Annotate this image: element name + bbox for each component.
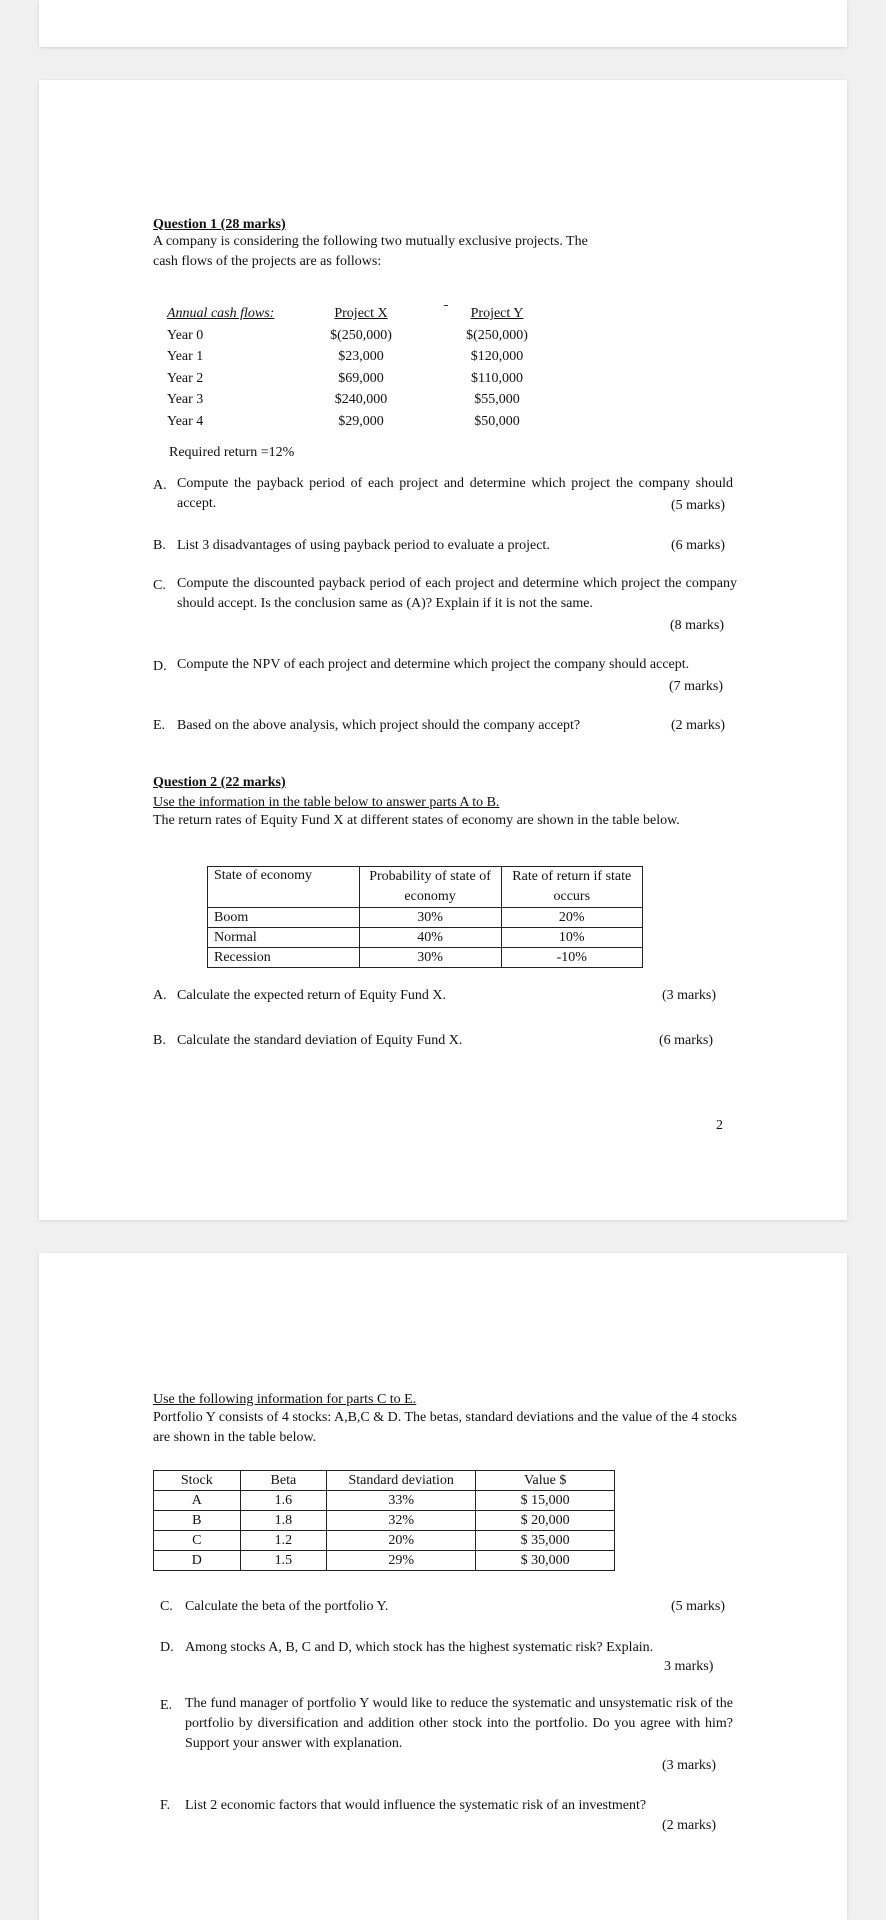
table-header-cell: Beta (240, 1471, 327, 1491)
p3-part-marks: (3 marks) (662, 1758, 717, 1773)
portfolio-table (153, 1470, 615, 1571)
table-cell: $ 35,000 (476, 1531, 615, 1551)
project-x-value: $23,000 (338, 349, 384, 364)
q2-instruction: Use the information in the table below to answer parts A to B. (153, 795, 500, 810)
q1-part-marks: (6 marks) (671, 538, 726, 553)
q1-part-letter: B. (153, 538, 166, 553)
p3-part-letter: F. (160, 1798, 171, 1813)
page-number: 2 (716, 1118, 723, 1133)
table-cell: 32% (327, 1511, 476, 1531)
q1-part-letter: D. (153, 659, 167, 674)
p3-part-marks: (2 marks) (662, 1818, 717, 1833)
q2-intro: The return rates of Equity Fund X at different states of economy are shown in the table below. (153, 813, 680, 828)
table-row (154, 1531, 615, 1551)
p3-part-text: The fund manager of portfolio Y would like to reduce the systematic and unsystematic risk of the portfolio by diversification and addition other stock into the portfolio. Do you agree with him? Support your answer with explanation. (185, 1696, 733, 1751)
table-cell: 1.5 (240, 1551, 327, 1571)
table-cell: 20% (501, 908, 642, 928)
table-header-row (208, 867, 643, 908)
table-cell: -10% (501, 948, 642, 968)
project-y-value: $120,000 (470, 349, 524, 364)
p3-part-text: List 2 economic factors that would influence the systematic risk of an investment? (185, 1798, 647, 1813)
table-row (208, 948, 643, 968)
project-y-column (437, 303, 557, 432)
table-header-row (154, 1471, 615, 1491)
table-cell: 10% (501, 928, 642, 948)
table-row (154, 1491, 615, 1511)
cashflow-label-header: Annual cash flows: (167, 306, 275, 321)
p3-part-text: Among stocks A, B, C and D, which stock has the highest systematic risk? Explain. (185, 1640, 654, 1655)
project-y-value: $50,000 (474, 413, 520, 429)
table-cell: Boom (208, 908, 360, 928)
p3-part-text: Calculate the beta of the portfolio Y. (185, 1599, 389, 1614)
table-cell: 1.2 (240, 1531, 327, 1551)
table-cell: 20% (327, 1531, 476, 1551)
project-y-value: $55,000 (474, 392, 520, 407)
p3-part-letter: C. (160, 1599, 173, 1614)
p3-part-letter: E. (160, 1698, 173, 1713)
table-cell: 30% (359, 948, 501, 968)
q2-part-marks: (6 marks) (659, 1033, 714, 1048)
cashflow-year-label: Year 4 (167, 413, 204, 429)
cashflow-year-label: Year 3 (167, 392, 204, 407)
q1-part-marks: (8 marks) (670, 618, 725, 633)
cashflow-label-column (167, 303, 307, 432)
q2-part-text: Calculate the standard deviation of Equity Fund X. (177, 1033, 463, 1048)
q1-part-marks: (5 marks) (671, 498, 726, 513)
table-cell: 30% (359, 908, 501, 928)
table-cell: 29% (327, 1551, 476, 1571)
table-cell: Normal (208, 928, 360, 948)
q2-part-letter: A. (153, 988, 167, 1003)
table-cell: $ 15,000 (476, 1491, 615, 1511)
q1-part-text: Based on the above analysis, which project should the company accept? (177, 718, 581, 733)
q1-part-text: Compute the NPV of each project and determine which project the company should accept. (177, 657, 690, 672)
table-row (154, 1551, 615, 1571)
project-x-value: $69,000 (338, 370, 384, 386)
project-x-value: $240,000 (334, 392, 388, 407)
table-row (208, 928, 643, 948)
table-cell: 1.8 (240, 1511, 327, 1531)
p3-part-marks: (5 marks) (671, 1599, 726, 1614)
q1-part-letter: E. (153, 718, 166, 733)
q2-part-text: Calculate the expected return of Equity Fund X. (177, 988, 447, 1003)
document-page-3 (39, 1253, 847, 1920)
q2-part-letter: B. (153, 1033, 166, 1048)
table-row (154, 1511, 615, 1531)
q1-part-marks: (2 marks) (671, 718, 726, 733)
project-x-column (301, 303, 421, 432)
table-cell: $ 30,000 (476, 1551, 615, 1571)
document-page-2 (39, 80, 847, 1220)
q1-part-letter: C. (153, 578, 166, 593)
q1-part-text: List 3 disadvantages of using payback period to evaluate a project. (177, 538, 550, 553)
table-cell: C (154, 1531, 241, 1551)
economy-state-table (207, 866, 643, 968)
table-row (208, 908, 643, 928)
project-y-value: $(250,000) (466, 327, 528, 343)
table-cell: $ 20,000 (476, 1511, 615, 1531)
table-cell: D (154, 1551, 241, 1571)
q2-part-marks: (3 marks) (662, 988, 717, 1003)
project-x-header: Project X (334, 306, 388, 321)
p3-part-marks: 3 marks) (664, 1659, 714, 1674)
table-header-cell: Standard deviation (327, 1471, 476, 1491)
table-cell: A (154, 1491, 241, 1511)
table-cell: 1.6 (240, 1491, 327, 1511)
table-header-cell: Value $ (476, 1471, 615, 1491)
previous-page-fragment (39, 0, 847, 47)
q1-part-text: Compute the discounted payback period of each project and determine which project the company should accept. Is the conclusion same as (A)? Explain if it is not the same. (177, 576, 737, 611)
table-cell: Recession (208, 948, 360, 968)
q1-title: Question 1 (28 marks) (153, 217, 286, 232)
required-return: Required return =12% (169, 445, 295, 460)
p3-intro: Portfolio Y consists of 4 stocks: A,B,C & D. The betas, standard deviations and the value of the 4 stocks are shown in the table below. (153, 1410, 737, 1445)
table-header-cell: State of economy (208, 867, 360, 908)
project-x-value: $(250,000) (330, 327, 392, 343)
table-cell: 33% (327, 1491, 476, 1511)
project-y-header: Project Y (470, 306, 524, 321)
table-header-cell: Stock (154, 1471, 241, 1491)
cashflow-year-label: Year 0 (167, 327, 204, 343)
p3-instruction: Use the following information for parts C to E. (153, 1392, 417, 1407)
project-y-value: $110,000 (471, 370, 523, 386)
cashflow-year-label: Year 2 (167, 370, 204, 386)
q1-intro: A company is considering the following two mutually exclusive projects. The cash flows of the projects are as follows: (153, 234, 588, 269)
table-cell: B (154, 1511, 241, 1531)
cashflow-year-label: Year 1 (167, 349, 204, 364)
q1-part-letter: A. (153, 478, 167, 493)
table-header-cell: Rate of return if state occurs (501, 867, 642, 908)
table-cell: 40% (359, 928, 501, 948)
q1-part-marks: (7 marks) (669, 679, 724, 694)
project-x-value: $29,000 (338, 413, 384, 429)
q2-title: Question 2 (22 marks) (153, 775, 286, 790)
p3-part-letter: D. (160, 1640, 174, 1655)
table-header-cell: Probability of state of economy (359, 867, 501, 908)
q1-part-text: Compute the payback period of each project and determine which project the company should accept. (177, 476, 733, 511)
